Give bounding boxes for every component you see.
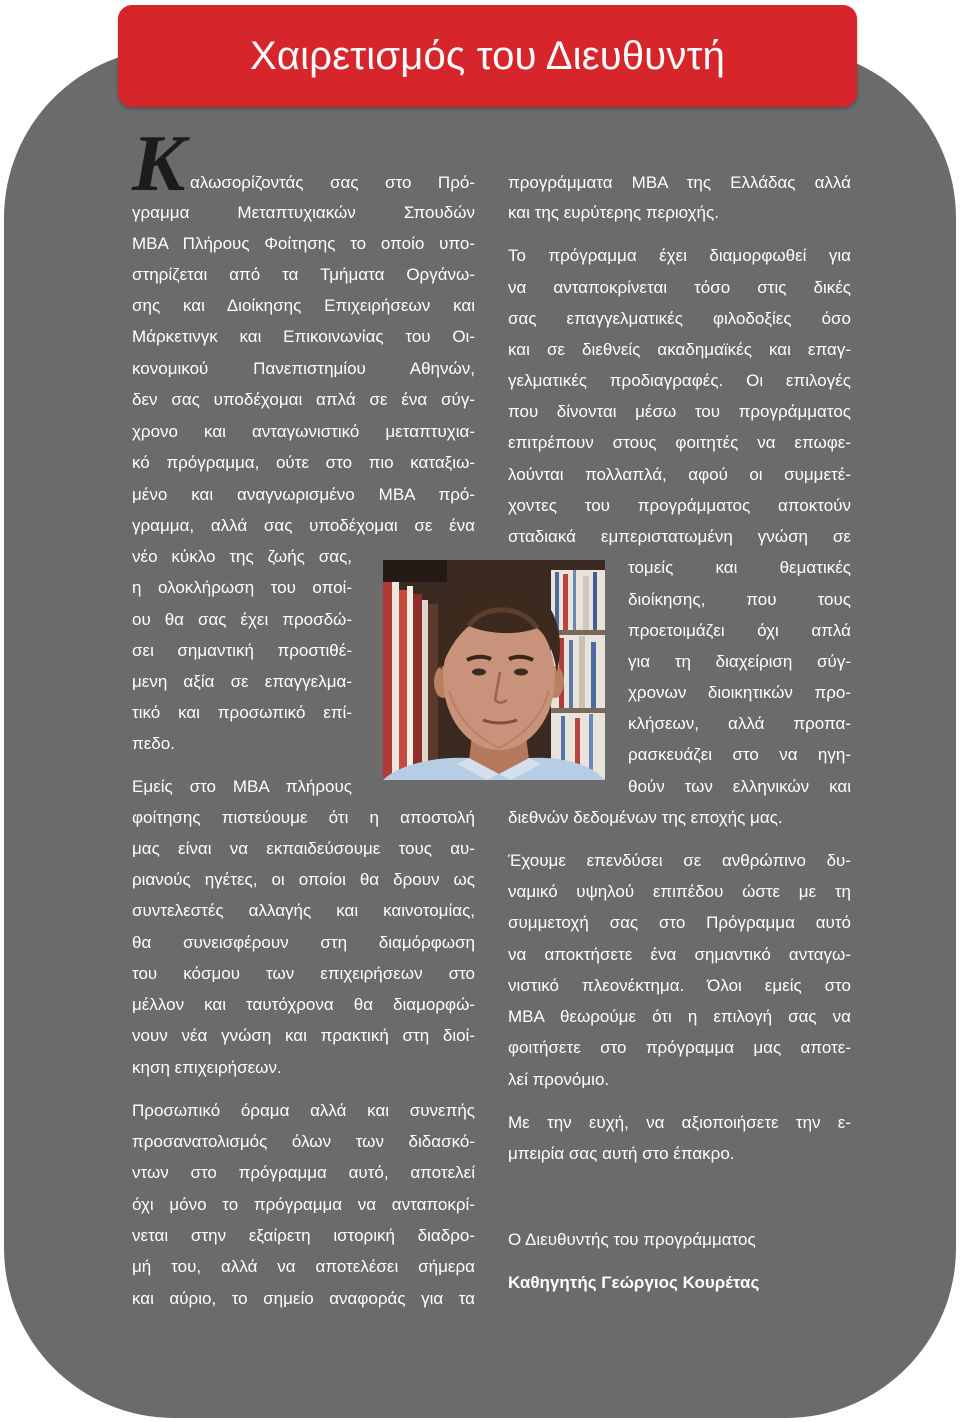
text-line: Έχουμε επενδύσει σε ανθρώπινο δυ- bbox=[508, 851, 851, 870]
text-line: ριανούς ηγέτες, οι οποίοι θα δρουν ως bbox=[132, 870, 475, 889]
text-line: φοίτησης πιστεύουμε ότι η αποστολή bbox=[132, 808, 475, 827]
text-line: θούν των ελληνικών και bbox=[628, 777, 851, 796]
text-line: δεν σας υποδέχομαι απλά σε ένα σύγ- bbox=[132, 390, 475, 409]
text-line: MBA Πλήρους Φοίτησης το οποίο υπο- bbox=[132, 234, 475, 253]
text-line: η ολοκλήρωση του οποί- bbox=[132, 578, 352, 597]
text-line: Προσωπικό όραμα αλλά και συνεπής bbox=[132, 1101, 475, 1120]
text-line: χρονο και ανταγωνιστικό μεταπτυχια- bbox=[132, 422, 475, 441]
text-line: προγράμματα MBA της Ελλάδας αλλά bbox=[508, 173, 851, 192]
text-line: νεται στην εξαίρετη ιστορική διαδρο- bbox=[132, 1226, 475, 1245]
text-line: και αύριο, το σημείο αναφοράς για τα bbox=[132, 1289, 475, 1308]
text-line: συντελεστές αλλαγής και καινοτομίας, bbox=[132, 901, 475, 920]
text-line: κηση επιχειρήσεων. bbox=[132, 1058, 282, 1077]
signature-role: Ο Διευθυντής του προγράμματος bbox=[508, 1230, 756, 1249]
text-line: πεδο. bbox=[132, 734, 175, 753]
text-line: ναμικό υψηλού επιπέδου ώστε με τη bbox=[508, 882, 851, 901]
text-line: να αποκτήσετε ένα σημαντικό ανταγω- bbox=[508, 945, 851, 964]
text-line: προσανατολισμός όλων των διδασκό- bbox=[132, 1132, 475, 1151]
text-line: νέο κύκλο της ζωής σας, bbox=[132, 547, 352, 566]
director-portrait-image bbox=[383, 560, 605, 780]
text-line: μενη αξία σε επαγγελμα- bbox=[132, 672, 352, 691]
drop-cap: Κ bbox=[132, 120, 186, 208]
text-line: λεί προνόμιο. bbox=[508, 1070, 610, 1089]
text-line: λούνται πολλαπλά, αφού οι συμμετέ- bbox=[508, 465, 851, 484]
text-line: χρονων διοικητικών προ- bbox=[628, 683, 851, 702]
text-line: όχι μόνο το πρόγραμμα να ανταποκρί- bbox=[132, 1195, 475, 1214]
text-line: του κόσμου των επιχειρήσεων στο bbox=[132, 964, 475, 983]
text-line: αλωσορίζοντάς σας στο Πρό- bbox=[190, 173, 475, 192]
text-line: σει σημαντική προστιθέ- bbox=[132, 641, 352, 660]
text-line: γραμμα Μεταπτυχιακών Σπουδών bbox=[132, 203, 475, 222]
text-line: που δίνονται μέσω του προγράμματος bbox=[508, 402, 851, 421]
text-line: για τη διαχείριση σύγ- bbox=[628, 652, 851, 671]
text-line: γελματικές προδιαγραφές. Οι επιλογές bbox=[508, 371, 851, 390]
text-line: κό πρόγραμμα, ούτε στο πιο καταξιω- bbox=[132, 453, 475, 472]
text-line: ου θα σας έχει προσδώ- bbox=[132, 610, 352, 629]
text-line: Με την ευχή, να αξιοποιήσετε την ε- bbox=[508, 1113, 851, 1132]
text-line: νιστικό πλεονέκτημα. Όλοι εμείς στο bbox=[508, 976, 851, 995]
text-line: ρασκευάζει στο να ηγη- bbox=[628, 745, 851, 764]
text-line: ντων στο πρόγραμμα αυτό, αποτελεί bbox=[132, 1163, 475, 1182]
text-line: νουν νέα γνώση και πρακτική στη διοί- bbox=[132, 1026, 475, 1045]
text-line: τομείς και θεματικές bbox=[628, 558, 851, 577]
text-line: επιτρέπουν στους φοιτητές να επωφε- bbox=[508, 433, 851, 452]
text-line: κονομικού Πανεπιστημίου Αθηνών, bbox=[132, 359, 475, 378]
text-line: χοντες του προγράμματος αποκτούν bbox=[508, 496, 851, 515]
text-line: τικό και προσωπικό επί- bbox=[132, 703, 352, 722]
text-line: σης και Διοίκησης Επιχειρήσεων και bbox=[132, 296, 475, 315]
text-line: προετοιμάζει όχι απλά bbox=[628, 621, 851, 640]
text-line: να ανταποκρίνεται τόσο στις δικές bbox=[508, 278, 851, 297]
text-line: γραμμα, αλλά σας υποδέχομαι σε ένα bbox=[132, 516, 475, 535]
text-line: διοίκησης, που τους bbox=[628, 590, 851, 609]
header-banner bbox=[118, 5, 857, 107]
signature-name: Καθηγητής Γεώργιος Κουρέτας bbox=[508, 1273, 760, 1292]
text-line: μένο και αναγνωρισμένο MBA πρό- bbox=[132, 485, 475, 504]
text-line: φοιτήσετε στο πρόγραμμα μας αποτε- bbox=[508, 1038, 851, 1057]
text-line: μή του, αλλά να αποτελέσει σήμερα bbox=[132, 1257, 475, 1276]
text-line: Εμείς στο MBA πλήρους bbox=[132, 777, 352, 796]
text-line: σας επαγγελματικές φιλοδοξίες όσο bbox=[508, 309, 851, 328]
text-line: MBA θεωρούμε ότι η επιλογή σας να bbox=[508, 1007, 851, 1026]
text-line: συμμετοχή σας στο Πρόγραμμα αυτό bbox=[508, 913, 851, 932]
text-line: στηρίζεται από τα Τμήματα Οργάνω- bbox=[132, 265, 475, 284]
text-line: και της ευρύτερης περιοχής. bbox=[508, 203, 719, 222]
text-line: Το πρόγραμμα έχει διαμορφωθεί για bbox=[508, 246, 851, 265]
text-line: σταδιακά εμπεριστατωμένη γνώση σε bbox=[508, 527, 851, 546]
text-line: μας είναι να εκπαιδεύσουμε τους αυ- bbox=[132, 839, 475, 858]
text-line: θα συνεισφέρουν στη διαμόρφωση bbox=[132, 933, 475, 952]
text-line: μέλλον και ταυτόχρονα θα διαμορφώ- bbox=[132, 995, 475, 1014]
text-line: Μάρκετινγκ και Επικοινωνίας του Οι- bbox=[132, 327, 475, 346]
text-line: μπειρία σας αυτή στο έπακρο. bbox=[508, 1144, 735, 1163]
text-line: κλήσεων, αλλά προπα- bbox=[628, 714, 851, 733]
text-line: διεθνών δεδομένων της εποχής μας. bbox=[508, 808, 783, 827]
director-photo bbox=[383, 560, 605, 780]
page-title: Χαιρετισμός του Διευθυντή bbox=[249, 34, 726, 78]
text-line: και σε διεθνείς ακαδημαϊκές και επαγ- bbox=[508, 340, 851, 359]
